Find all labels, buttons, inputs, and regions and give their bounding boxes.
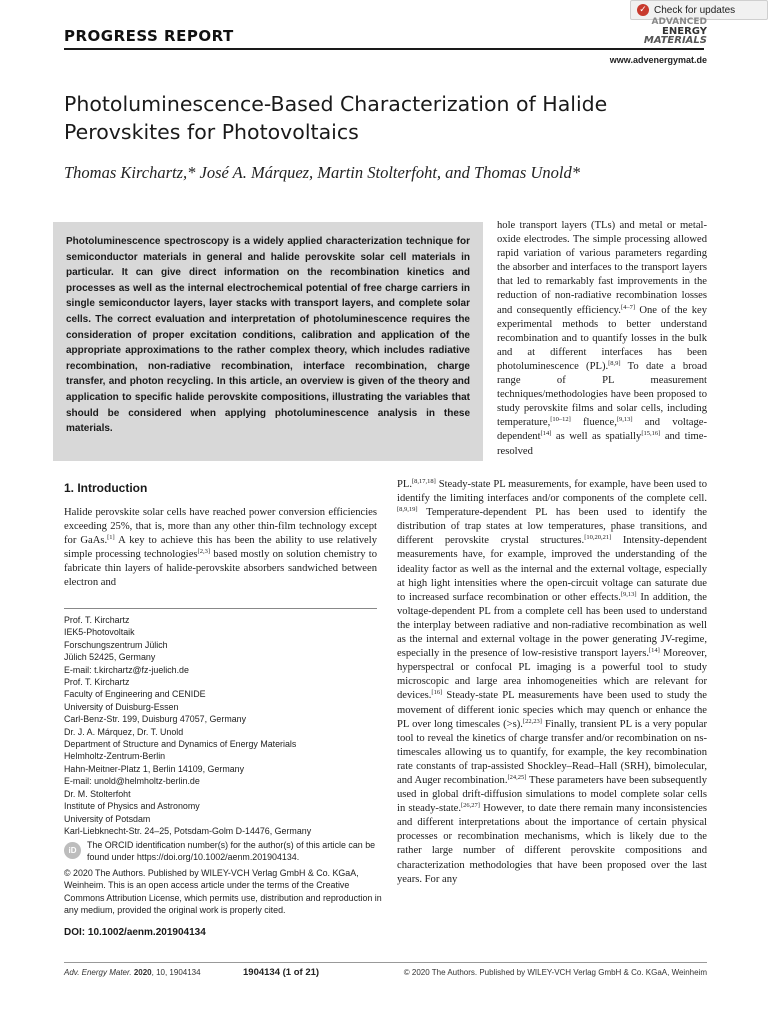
affiliation-block: Dr. J. A. Márquez, Dr. T. Unold Department of Structure and Dynamics of Energy Materials Helmholtz-Zentrum-Berlin Hahn-Meitner-Platz 1, Berlin 14109, Germany E-mail: unold@helmholtz-berlin.de [64,726,297,787]
citation[interactable]: [10,20,21] [584,534,612,542]
journal-logo: ADVANCED ENERGY MATERIALS [643,17,707,46]
citation[interactable]: [14] [648,647,660,655]
header-rule [64,48,704,50]
orcid-text: The ORCID identification number(s) for the author(s) of this article can be found under https://doi.org/10.1002/aenm.201904134. [87,840,376,863]
affiliation-block: Prof. T. Kirchartz Faculty of Engineering and CENIDE University of Duisburg-Essen Carl-Benz-Str. 199, Duisburg 47057, Germany [64,677,247,725]
footer-citation: Adv. Energy Mater. 2020, 10, 1904134 [64,968,201,977]
citation[interactable]: [1] [107,534,115,542]
citation[interactable]: [24,25] [507,773,527,781]
orcid-note [64,839,384,864]
affiliation-divider [64,608,377,609]
citation[interactable]: [22,23] [522,717,542,725]
abstract-box [53,222,483,461]
citation[interactable]: [14] [540,430,552,438]
citation[interactable]: [4–7] [620,303,636,311]
article-title: Photoluminescence-Based Characterization of Halide Perovskites for Photovoltaics [64,92,608,144]
doi-link[interactable]: DOI: 10.1002/aenm.201904134 [64,927,206,938]
citation[interactable]: [9,13] [616,416,633,424]
citation[interactable]: [16] [431,689,443,697]
body-column-right: PL.[8,17,18] Steady-state PL measurements, for example, have been used to identify the limiting interfaces and/or components of the complete cell.[8,9,19] Temperature-dependent PL has been used to identify the distribution of trap states at low temperatures, phase transitions, and different perovskite crystal structures.[10,20,21] Intensity-dependent measurements have, for example, improved the understanding of the ideality factor as well as the internal and the external voltage, especially at high light intensities where the open-circuit voltage can saturate due to increased surface recombination or other effects.[9,13] In addition, the voltage-dependent PL from a complete cell has been used to understand the interplay between radiative and non-radiative recombination as well as the internal and external voltage in the power generating JV-regime, especially in the presence of low-resistive transport layers.[14] Moreover, hyperspectral or confocal PL imaging is a powerful tool to study microscopic and large area inhomogeneities which are relevant for devices.[16] Steady-state PL measurements have been used to study the movement of different ionic species which may quench or enhance the PL over long timescales (>s).[22,23] Finally, transient PL is a very popular tool to reveal the kinetics of charge transfer and/or recombination on ns-timescales allowing us to quantify, for example, the key recombination rate constants of trap-assisted Shockley–Read–Hall (SRH), bimolecular, and Auger recombination.[24,25] These parameters have been subsequently used in global drift-diffusion simulations to model complete solar cells in steady-state.[26,27] However, to date there remain many inconsistencies and different interpretations about the importance of certain physical processes or recombination mechanisms, which is likely due to the rather large number of different perovskite compositions and characterization methodologies that have been proposed over the last years. For any [397,478,707,885]
journal-url[interactable]: www.advenergymat.de [609,55,707,65]
page-number: 1904134 (1 of 21) [243,967,320,978]
citation[interactable]: [8,9] [608,359,621,367]
citation[interactable]: [9,13] [620,590,637,598]
footer-rule [64,962,707,963]
footer-copyright: © 2020 The Authors. Published by WILEY-VCH Verlag GmbH & Co. KGaA, Weinheim [403,968,707,977]
citation[interactable]: [10–12] [550,416,571,424]
section-heading-introduction: 1. Introduction [64,481,148,495]
citation[interactable]: [2,3] [197,548,210,556]
affiliation-block: Prof. T. Kirchartz IEK5-Photovoltaik Forschungszentrum Jülich Jülich 52425, Germany E-mail: t.kirchartz@fz-juelich.de [64,615,189,675]
article-authors: Thomas Kirchartz,* José A. Márquez, Martin Stolterfoht, and Thomas Unold* [64,163,580,182]
citation[interactable]: [8,17,18] [412,478,436,485]
citation[interactable]: [26,27] [461,802,480,810]
citation[interactable]: [15,16] [641,430,661,438]
affiliation-block: Dr. M. Stolterfoht Institute of Physics and Astronomy University of Potsdam Karl-Liebknecht-Str. 24–25, Potsdam-Golm D-14476, Germany [64,788,312,836]
copyright-notice: © 2020 The Authors. Published by WILEY-VCH Verlag GmbH & Co. KGaA, Weinheim. This is an open access article under the terms of the Creative Commons Attribution License, which permits use, distribution and reproduction in any medium, provided the original work is properly cited. [64,868,382,916]
body-column-right-top: hole transport layers (TLs) and metal or metal-oxide electrodes. The simple processing allowed rapid variation of various parameters regarding the absorber and interfaces to the transport layers that led to remarkably fast improvements in the reduction of non-radiative recombination losses and consequently efficiency.[4–7] One of the key experimental methods to better understand recombination and to quantify losses in the bulk and at different interfaces has been photoluminescence (PL).[8,9] To date a broad range of PL measurement techniques/methodologies have been proposed to study perovskite films and solar cells, including temperature,[10–12] fluence,[9,13] and voltage-dependent[14] as well as spatially[15,16] and time-resolved [497,220,707,457]
citation[interactable]: [8,9,19] [397,506,418,514]
abstract-text: Photoluminescence spectroscopy is a widely applied characterization technique for semiconductor materials in general and halide perovskite solar cell materials in particular. It can give direct information on the recombination kinetics and processes as well as the internal electrochemical potential of free charge carriers in single semiconductor layers, layer stacks with transport layers, and complete solar cells. The correct evaluation and interpretation of photoluminescence requires the consideration of proper excitation conditions, calibration and application of the appropriate approximations to the rather complex theory, which includes radiative recombination, non-radiative recombination, interface recombination, charge transfer, and photon recycling. In this article, an overview is given of the theory and application to specific halide perovskite compositions, illustrating the variables that should be considered when applying photoluminescence analysis in these materials. [66,236,470,435]
introduction-paragraph: Halide perovskite solar cells have reached power conversion efficiencies exceeding 25%, that is, more than any other thin-film technology except for GaAs.[1] A key to achieve this has been the ability to use relatively simple processing technologies[2,3] based mostly on solution chemistry to fabricate thin layers of halide-perovskite absorbers sandwiched between electron and [64,507,377,589]
section-label: PROGRESS REPORT [64,27,234,45]
check-for-updates-label: Check for updates [654,4,736,16]
crossmark-icon: ✓ [637,4,649,16]
affiliations [64,614,384,837]
orcid-icon[interactable]: iD [64,842,81,859]
